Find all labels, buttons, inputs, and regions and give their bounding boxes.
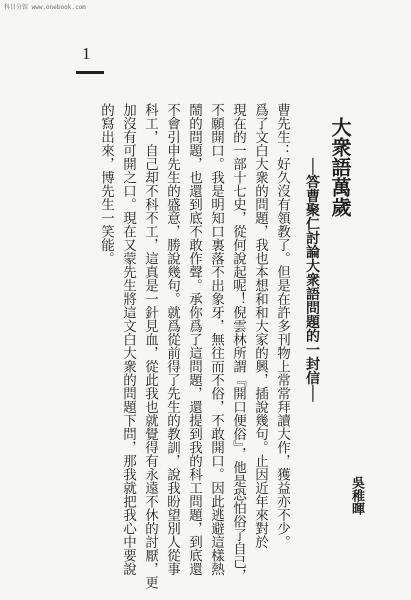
article-subtitle: ──答曹聚仁討論大衆語問題的一封信──: [304, 158, 320, 402]
text-column: 加沒有可開之口。現在又蒙先生將這文白大衆的問題下問，那我就把我心中要說: [120, 103, 136, 576]
text-column: 的寫出來，博先生一笑能。: [98, 103, 114, 265]
author-name: 吳稚暉: [349, 476, 364, 515]
text-column: 爲了文白大衆的問題，我也本想和和大家的興，插說幾句。止因近年來對於: [252, 103, 268, 549]
page-number-underline: [76, 71, 104, 74]
watermark: 科目分馆 www.onebook.com: [4, 4, 86, 11]
text-column: 鬧的問題，也還到底不敢作聲。承你爲了這問題，還提到我的科工問題，到底還: [186, 103, 202, 576]
text-column: 科工，自己却不科不工，這真是一針見血，從此我也就覺得有永遠不休的討厭，更: [142, 103, 158, 589]
text-column: 不會引申先生的盛意，勝說幾句。就爲從前得了先生的教訓，說我盼望別人從事: [164, 103, 180, 576]
text-column: 現在的一部十七史，從何說起呢！倪雲林所謂『開口便俗』，他是恐怕俗了自己，: [230, 103, 246, 583]
text-column: 曹先生：好久沒有領教了。但是在許多刊物上常常拜讀大作，獲益亦不少。: [274, 103, 290, 549]
page-number: 1: [82, 44, 91, 63]
text-column: 不願開口。我是明知口裏落不出象牙，無往而不俗，不敢開口。因此逃避這樣熱: [208, 103, 224, 576]
article-title: 大衆語萬歲: [328, 117, 352, 217]
